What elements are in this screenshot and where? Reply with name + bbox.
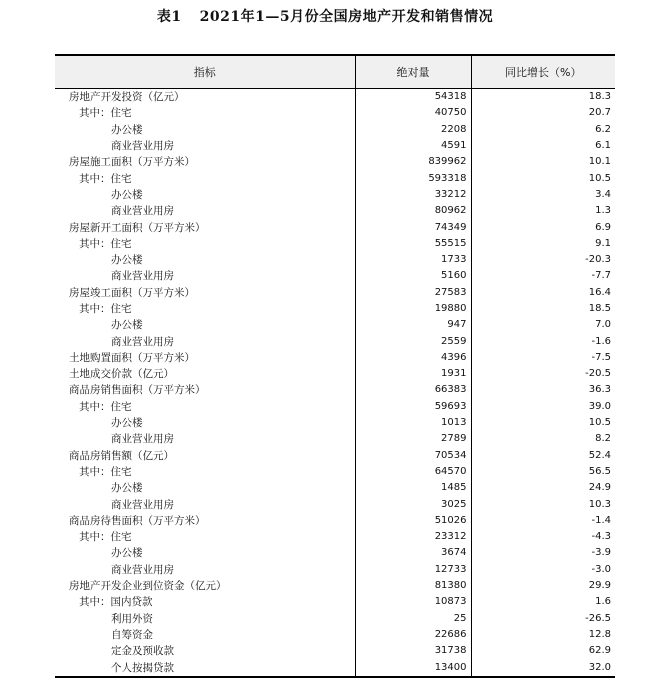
absolute-value-cell: 1931: [355, 366, 471, 382]
indicator-cell: 其中：住宅: [79, 303, 132, 315]
absolute-value-cell: 3025: [355, 496, 471, 512]
absolute-value-cell: 12733: [355, 562, 471, 578]
table-row: [55, 170, 615, 186]
growth-rate-cell: -4.3: [471, 529, 615, 545]
table-row: [55, 578, 615, 594]
table-row: [55, 219, 615, 235]
indicator-cell: 办公楼: [111, 417, 143, 430]
table-row: [55, 138, 615, 154]
table-row: [55, 285, 615, 301]
indicator-cell: 商业营业用房: [111, 140, 174, 153]
absolute-value-cell: 51026: [355, 513, 471, 529]
table-row: [55, 187, 615, 203]
table-row: [55, 350, 615, 366]
table-row: [55, 252, 615, 268]
absolute-value-cell: 13400: [355, 659, 471, 676]
indicator-cell: 商业营业用房: [111, 433, 174, 446]
table-row: [55, 89, 615, 106]
table-row: [55, 415, 615, 431]
absolute-value-cell: 31738: [355, 643, 471, 659]
table-row: [55, 154, 615, 170]
indicator-cell: 其中：住宅: [79, 107, 132, 120]
column-header-indicator: 指标: [55, 55, 355, 89]
table-row: [55, 627, 615, 643]
indicator-cell: 定金及预收款: [111, 645, 174, 658]
growth-rate-cell: -7.5: [471, 350, 615, 366]
growth-rate-cell: 10.1: [471, 154, 615, 170]
table-row: [55, 366, 615, 382]
table-row: [55, 496, 615, 512]
growth-rate-cell: -1.6: [471, 333, 615, 349]
growth-rate-cell: 24.9: [471, 480, 615, 496]
indicator-cell: 土地成交价款（亿元）: [69, 368, 174, 381]
absolute-value-cell: 27583: [355, 285, 471, 301]
column-header-absolute: 绝对量: [355, 55, 471, 89]
indicator-cell: 商业营业用房: [111, 205, 174, 218]
absolute-value-cell: 19880: [355, 301, 471, 317]
table-row: [55, 122, 615, 138]
table-row: [55, 431, 615, 447]
absolute-value-cell: 25: [355, 611, 471, 627]
growth-rate-cell: 62.9: [471, 643, 615, 659]
absolute-value-cell: 80962: [355, 203, 471, 219]
growth-rate-cell: 39.0: [471, 399, 615, 415]
table-title: [0, 6, 650, 26]
absolute-value-cell: 81380: [355, 578, 471, 594]
indicator-cell: 办公楼: [111, 123, 143, 136]
growth-rate-cell: 20.7: [471, 105, 615, 121]
indicator-cell: 房地产开发投资（亿元）: [69, 91, 185, 104]
indicator-cell: 商业营业用房: [111, 270, 174, 283]
indicator-cell: 办公楼: [111, 482, 143, 495]
indicator-cell: 办公楼: [111, 254, 143, 267]
growth-rate-cell: 52.4: [471, 448, 615, 464]
table-row: [55, 399, 615, 415]
growth-rate-cell: 1.6: [471, 594, 615, 610]
table-row: [55, 611, 615, 627]
table-row: [55, 105, 615, 121]
table-row: [55, 643, 615, 659]
growth-rate-cell: 1.3: [471, 203, 615, 219]
indicator-cell: 办公楼: [111, 547, 143, 560]
growth-rate-cell: 12.8: [471, 627, 615, 643]
indicator-cell: 土地购置面积（万平方米）: [69, 351, 195, 364]
table-row: [55, 203, 615, 219]
table-row: [55, 594, 615, 610]
growth-rate-cell: -3.0: [471, 562, 615, 578]
indicator-cell: 办公楼: [111, 319, 143, 332]
indicator-cell: 房地产开发企业到位资金（亿元）: [69, 580, 227, 593]
absolute-value-cell: 10873: [355, 594, 471, 610]
growth-rate-cell: -26.5: [471, 611, 615, 627]
indicator-cell: 办公楼: [111, 188, 143, 201]
growth-rate-cell: 6.2: [471, 122, 615, 138]
growth-rate-cell: 10.5: [471, 170, 615, 186]
absolute-value-cell: 23312: [355, 529, 471, 545]
absolute-value-cell: 64570: [355, 464, 471, 480]
growth-rate-cell: 18.3: [471, 89, 615, 106]
absolute-value-cell: 4396: [355, 350, 471, 366]
absolute-value-cell: 839962: [355, 154, 471, 170]
indicator-cell: 房屋新开工面积（万平方米）: [69, 221, 206, 234]
growth-rate-cell: 18.5: [471, 301, 615, 317]
absolute-value-cell: 66383: [355, 382, 471, 398]
indicator-cell: 其中：住宅: [79, 237, 132, 250]
indicator-cell: 个人按揭贷款: [55, 659, 355, 676]
indicator-cell: 商品房销售额（亿元）: [69, 449, 174, 462]
growth-rate-cell: -3.9: [471, 545, 615, 561]
absolute-value-cell: 59693: [355, 399, 471, 415]
growth-rate-cell: 10.5: [471, 415, 615, 431]
absolute-value-cell: 1733: [355, 252, 471, 268]
indicator-cell: 商品房待售面积（万平方米）: [69, 514, 206, 527]
table-row: [55, 301, 615, 317]
table-row: [55, 529, 615, 545]
growth-rate-cell: 36.3: [471, 382, 615, 398]
indicator-cell: 商业营业用房: [111, 498, 174, 511]
indicator-cell: 商业营业用房: [111, 563, 174, 576]
absolute-value-cell: 5160: [355, 268, 471, 284]
growth-rate-cell: 7.0: [471, 317, 615, 333]
indicator-cell: 商品房销售面积（万平方米）: [69, 384, 206, 397]
growth-rate-cell: -7.7: [471, 268, 615, 284]
indicator-cell: 商业营业用房: [111, 335, 174, 348]
column-header-growth: 同比增长（%）: [471, 55, 615, 89]
table-row: [55, 562, 615, 578]
absolute-value-cell: 55515: [355, 236, 471, 252]
table-row: [55, 464, 615, 480]
growth-rate-cell: 9.1: [471, 236, 615, 252]
absolute-value-cell: 1485: [355, 480, 471, 496]
growth-rate-cell: -1.4: [471, 513, 615, 529]
absolute-value-cell: 22686: [355, 627, 471, 643]
indicator-cell: 房屋施工面积（万平方米）: [69, 156, 195, 169]
growth-rate-cell: 32.0: [471, 659, 615, 676]
table-row: [55, 382, 615, 398]
growth-rate-cell: 29.9: [471, 578, 615, 594]
absolute-value-cell: 947: [355, 317, 471, 333]
absolute-value-cell: 593318: [355, 170, 471, 186]
absolute-value-cell: 2789: [355, 431, 471, 447]
indicator-cell: 其中：住宅: [79, 172, 132, 185]
absolute-value-cell: 1013: [355, 415, 471, 431]
absolute-value-cell: 33212: [355, 187, 471, 203]
absolute-value-cell: 2559: [355, 333, 471, 349]
table-caption: 2021年1—5月份全国房地产开发和销售情况: [199, 9, 494, 25]
absolute-value-cell: 40750: [355, 105, 471, 121]
table-number: 表1: [156, 9, 182, 25]
indicator-cell: 其中：住宅: [79, 531, 132, 544]
table-row: [55, 236, 615, 252]
table-body: [55, 89, 615, 677]
growth-rate-cell: 3.4: [471, 187, 615, 203]
table-row: [55, 659, 615, 676]
indicator-cell: 房屋竣工面积（万平方米）: [69, 286, 195, 299]
table-row: [55, 317, 615, 333]
indicator-cell: 其中：住宅: [79, 465, 132, 478]
growth-rate-cell: 8.2: [471, 431, 615, 447]
table-row: [55, 545, 615, 561]
header-row: [55, 55, 615, 89]
absolute-value-cell: 2208: [355, 122, 471, 138]
absolute-value-cell: 3674: [355, 545, 471, 561]
absolute-value-cell: 74349: [355, 219, 471, 235]
growth-rate-cell: 56.5: [471, 464, 615, 480]
table-row: [55, 333, 615, 349]
absolute-value-cell: 70534: [355, 448, 471, 464]
table-row: [55, 480, 615, 496]
table-row: [55, 513, 615, 529]
absolute-value-cell: 54318: [355, 89, 471, 106]
growth-rate-cell: 10.3: [471, 496, 615, 512]
indicator-cell: 其中：住宅: [79, 400, 132, 413]
growth-rate-cell: 6.1: [471, 138, 615, 154]
indicator-cell: 自筹资金: [111, 628, 153, 641]
growth-rate-cell: -20.3: [471, 252, 615, 268]
growth-rate-cell: 16.4: [471, 285, 615, 301]
table-row: [55, 268, 615, 284]
table-row: [55, 448, 615, 464]
indicator-cell: 利用外资: [111, 612, 153, 625]
indicator-cell: 其中：国内贷款: [79, 596, 153, 609]
absolute-value-cell: 4591: [355, 138, 471, 154]
growth-rate-cell: -20.5: [471, 366, 615, 382]
statistics-table: [55, 54, 615, 678]
growth-rate-cell: 6.9: [471, 219, 615, 235]
